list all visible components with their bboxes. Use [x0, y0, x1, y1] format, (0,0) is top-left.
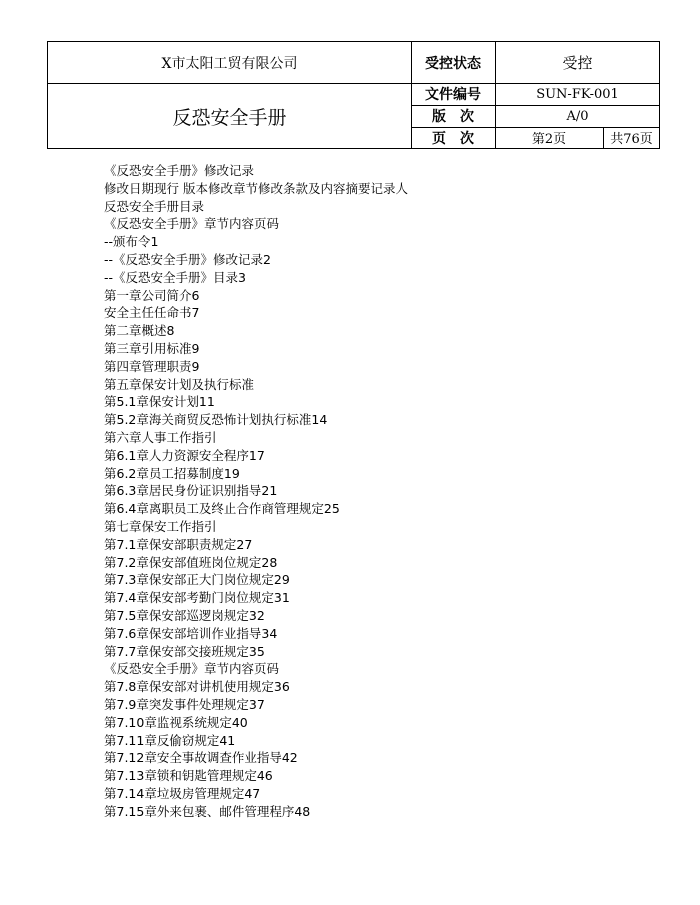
toc-line: 第6.2章员工招募制度19	[104, 465, 240, 481]
control-status-value: 受控	[562, 54, 593, 72]
toc-line: 第6.3章居民身份证识别指导21	[104, 483, 278, 499]
toc-line: 第7.4章保安部考勤门岗位规定31	[104, 590, 290, 606]
toc-line: 第7.9章突发事件处理规定37	[104, 696, 265, 712]
toc-line: 第5.2章海关商贸反恐怖计划执行标准14	[104, 412, 328, 428]
doc-number-value: SUN-FK-001	[536, 86, 619, 102]
toc-line: 第7.3章保安部正大门岗位规定29	[104, 572, 290, 588]
document-header	[47, 41, 660, 149]
toc-line: 第六章人事工作指引	[104, 429, 217, 445]
toc-line: 《反恐安全手册》章节内容页码	[104, 216, 280, 232]
toc-line: --《反恐安全手册》目录3	[104, 269, 246, 285]
toc-line: 第7.7章保安部交接班规定35	[104, 643, 265, 659]
toc-line: 第7.15章外来包裹、邮件管理程序48	[104, 803, 311, 819]
toc-line: 第7.11章反偷窃规定41	[104, 732, 236, 748]
toc-line: 安全主任任命书7	[104, 305, 200, 321]
manual-title: 反恐安全手册	[172, 106, 287, 129]
toc-line: 第7.10章监视系统规定40	[104, 714, 248, 730]
toc-line: 第6.1章人力资源安全程序17	[104, 447, 265, 463]
doc-number-label: 文件编号	[425, 87, 481, 103]
toc-line: 修改日期现行 版本修改章节修改条款及内容摘要记录人	[104, 180, 408, 196]
toc-line: 第7.1章保安部职责规定27	[104, 536, 253, 552]
company-name: X市太阳工贸有限公司	[161, 55, 298, 72]
page-current: 第2页	[531, 132, 567, 147]
toc-line: 第一章公司简介6	[104, 287, 200, 303]
toc-line: 第7.12章安全事故调查作业指导42	[104, 750, 298, 766]
toc-line: --颁布令1	[104, 234, 159, 250]
table-of-contents	[104, 162, 664, 820]
toc-line: 第7.8章保安部对讲机使用规定36	[104, 679, 290, 695]
toc-line: 第二章概述8	[104, 323, 175, 339]
toc-line: --《反恐安全手册》修改记录2	[104, 251, 271, 267]
toc-line: 第7.2章保安部值班岗位规定28	[104, 554, 278, 570]
toc-line: 第五章保安计划及执行标准	[104, 376, 255, 392]
control-status-label: 受控状态	[425, 55, 481, 72]
toc-line: 《反恐安全手册》章节内容页码	[104, 661, 280, 677]
page-label: 页 次	[432, 130, 474, 147]
toc-line: 第7.13章锁和钥匙管理规定46	[104, 768, 273, 784]
version-label: 版 次	[432, 109, 474, 125]
toc-line: 第七章保安工作指引	[104, 518, 217, 534]
page-total: 共76页	[610, 132, 653, 147]
toc-line: 第7.5章保安部巡逻岗规定32	[104, 607, 265, 623]
toc-line: 反恐安全手册目录	[104, 198, 205, 214]
toc-line: 《反恐安全手册》修改记录	[104, 163, 255, 178]
toc-line: 第四章管理职责9	[104, 358, 200, 374]
toc-line: 第7.14章垃圾房管理规定47	[104, 785, 261, 801]
toc-line: 第6.4章离职员工及终止合作商管理规定25	[104, 501, 340, 517]
toc-line: 第三章引用标准9	[104, 340, 200, 356]
toc-line: 第7.6章保安部培训作业指导34	[104, 625, 278, 641]
toc-line: 第5.1章保安计划11	[104, 394, 215, 410]
version-value: A/0	[566, 108, 589, 124]
